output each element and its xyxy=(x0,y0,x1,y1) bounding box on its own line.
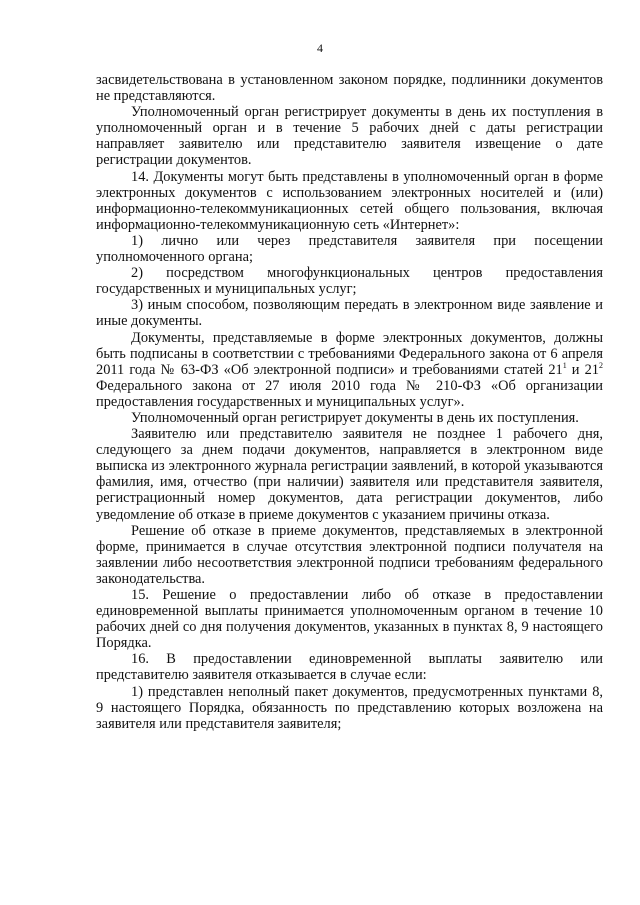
signature-requirements-paragraph xyxy=(96,330,603,410)
document-body xyxy=(96,72,603,732)
paragraph: 14. Документы могут быть представлены в уполномоченный орган в форме электронных документов с использованием электронных носителей и (или) информационно-телекоммуникационных сетей общего пользования, включая информационно-телекоммуникационную сеть «Интернет»: xyxy=(96,168,603,233)
paragraph: 1) лично или через представителя заявителя при посещении уполномоченного органа; xyxy=(96,232,603,266)
paragraph-text: и 21 xyxy=(566,361,599,378)
paragraph-text: Документы, представляемые в форме электронных документов, должны быть подписаны в соответствии с требованиями Федерального закона от 6 апреля 2011 года № 63-ФЗ «Об электронной подписи» и требованиями статей 21 xyxy=(96,329,603,378)
paragraph-text: Федерального закона от 27 июля 2010 года № 210-ФЗ «Об организации предоставления государственных и муниципальных услуг». xyxy=(96,377,603,410)
paragraph: 16. В предоставлении единовременной выплаты заявителю или представителю заявителя отказывается в случае если: xyxy=(96,651,603,684)
paragraph: Решение об отказе в приеме документов, представляемых в электронной форме, принимается в случае отсутствия электронной подписи получателя на заявлении либо несоответствия электронной подписи требованиям федерального законодательства. xyxy=(96,522,603,587)
paragraph: 1) представлен неполный пакет документов, предусмотренных пунктами 8, 9 настоящего Порядка, обязанность по представлению которых возложена на заявителя или представителя заявителя; xyxy=(96,683,603,732)
paragraph: Уполномоченный орган регистрирует документы в день их поступления. xyxy=(131,409,579,426)
superscript: 2 xyxy=(599,360,603,370)
paragraph: засвидетельствована в установленном законом порядке, подлинники документов не представляются. xyxy=(96,72,603,105)
paragraph: 3) иным способом, позволяющим передать в электронном виде заявление и иные документы. xyxy=(96,297,603,330)
page-number: 4 xyxy=(317,41,323,55)
paragraph: 15. Решение о предоставлении либо об отказе в предоставлении единовременной выплаты принимается уполномоченным органом в течение 10 рабочих дней со дня получения документов, указанных в пунктах 8, 9 настоящего Порядка. xyxy=(96,587,603,652)
paragraph: 2) посредством многофункциональных центров предоставления государственных и муниципальных услуг; xyxy=(96,265,603,298)
superscript: 1 xyxy=(562,360,567,370)
paragraph: Уполномоченный орган регистрирует документы в день их поступления в уполномоченный орган и в течение 5 рабочих дней с даты регистрации направляет заявителю или представителю заявителя извещение о дате регистрации документов. xyxy=(96,104,603,169)
paragraph: Заявителю или представителю заявителя не позднее 1 рабочего дня, следующего за днем подачи документов, направляется в электронном виде выписка из электронного журнала регистрации заявлений, в которой указываются фамилия, имя, отчество (при наличии) заявителя или представителя заявителя, регистрационный номер документов, дата регистрации документов, либо уведомление об отказе в приеме документов с указанием причины отказа. xyxy=(96,426,603,523)
